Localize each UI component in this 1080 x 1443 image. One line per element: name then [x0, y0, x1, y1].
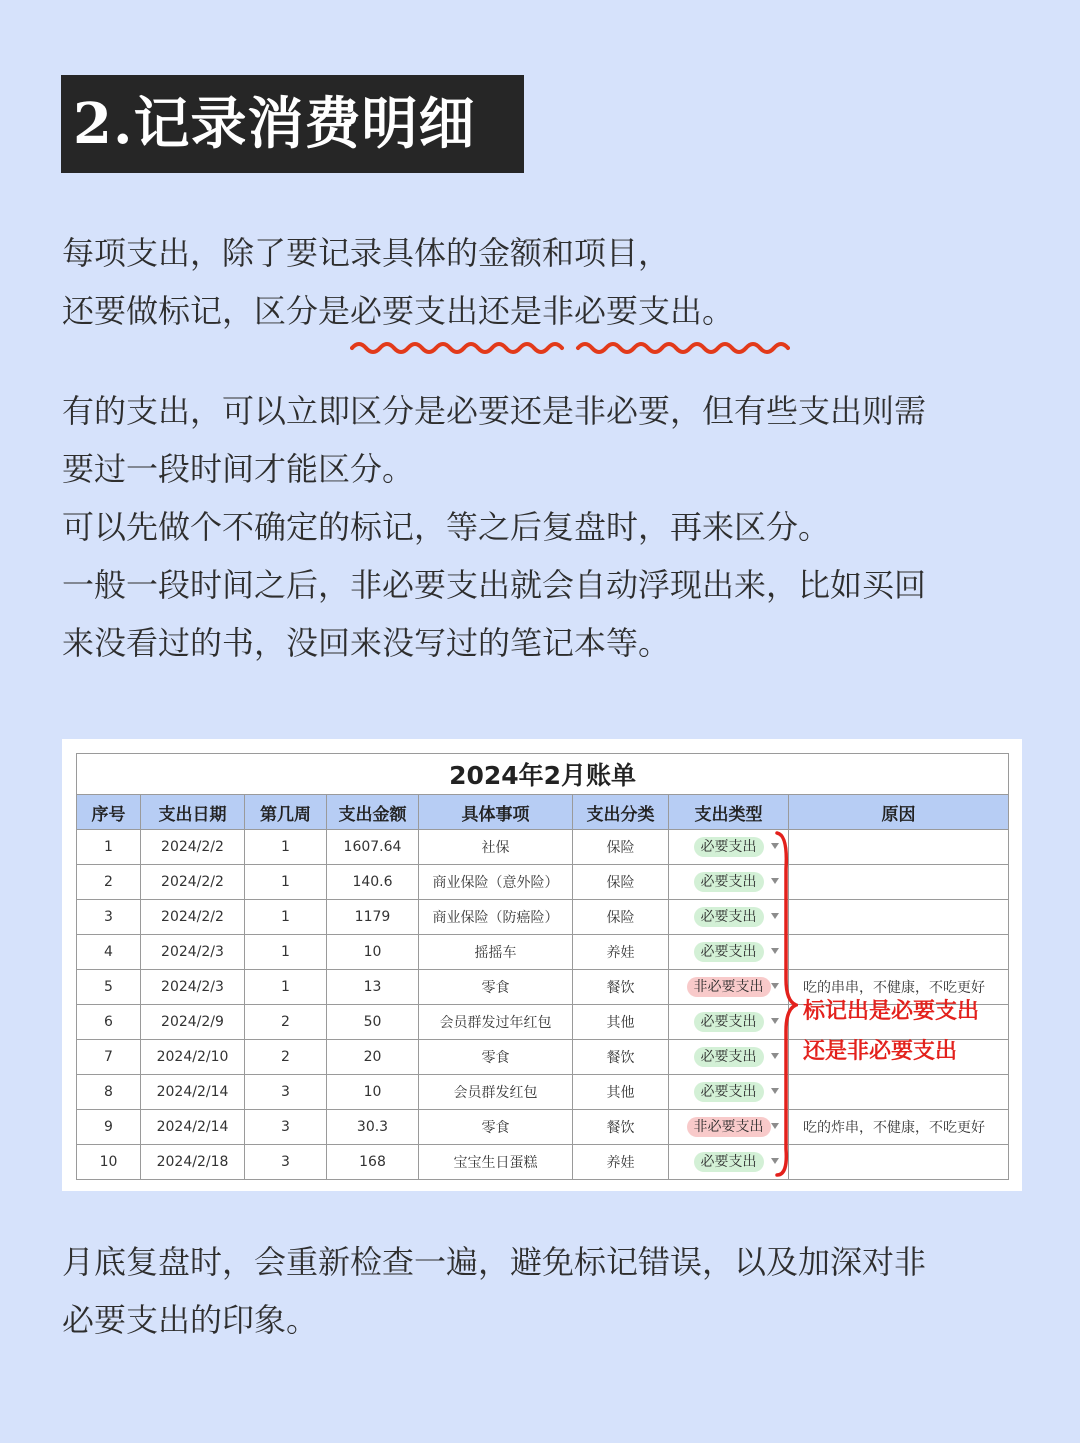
column-header: 支出分类	[573, 795, 669, 830]
explain-line-2: 要过一段时间才能区分。	[62, 450, 415, 488]
table-cell: 8	[77, 1075, 141, 1110]
table-cell: 2024/2/3	[141, 970, 245, 1005]
expense-type-dropdown[interactable]	[669, 1040, 789, 1075]
table-row	[77, 900, 1009, 935]
sheet-title: 2024年2月账单	[77, 754, 1009, 795]
table-cell: 3	[245, 1110, 327, 1145]
column-header: 支出类型	[669, 795, 789, 830]
table-cell: 吃的串串，不健康，不吃更好	[789, 970, 1009, 1005]
table-cell: 2024/2/9	[141, 1005, 245, 1040]
spreadsheet-card	[62, 739, 1022, 1191]
table-cell: 1	[77, 830, 141, 865]
table-cell: 摇摇车	[419, 935, 573, 970]
explain-line-4: 一般一段时间之后，非必要支出就会自动浮现出来，比如买回	[62, 566, 927, 604]
table-cell: 1	[245, 865, 327, 900]
table-cell	[789, 900, 1009, 935]
expense-type-dropdown[interactable]	[669, 1110, 789, 1145]
table-cell: 保险	[573, 865, 669, 900]
table-cell: 10	[77, 1145, 141, 1180]
table-cell: 1	[245, 900, 327, 935]
table-cell: 50	[327, 1005, 419, 1040]
table-cell: 20	[327, 1040, 419, 1075]
table-cell	[789, 935, 1009, 970]
expense-type-dropdown[interactable]	[669, 1145, 789, 1180]
table-row	[77, 1110, 1009, 1145]
table-cell: 2	[77, 865, 141, 900]
expense-type-dropdown[interactable]	[669, 970, 789, 1005]
annotation-line-2: 还是非必要支出	[803, 1039, 958, 1064]
table-cell: 餐饮	[573, 1110, 669, 1145]
table-row	[77, 1145, 1009, 1180]
table-cell: 1	[245, 935, 327, 970]
review-line-2: 必要支出的印象。	[62, 1301, 319, 1339]
table-cell	[789, 1145, 1009, 1180]
review-paragraph	[62, 1233, 926, 1349]
table-cell: 养娃	[573, 1145, 669, 1180]
page-title: 2.记录消费明细	[61, 75, 524, 173]
table-cell: 保险	[573, 900, 669, 935]
annotation-line-1: 标记出是必要支出	[803, 999, 980, 1024]
table-cell: 2	[245, 1005, 327, 1040]
intro-line-2: 还要做标记，区分是必要支出还是非必要支出。	[62, 292, 735, 330]
header-row	[77, 795, 1009, 830]
table-cell: 5	[77, 970, 141, 1005]
table-cell: 9	[77, 1110, 141, 1145]
wavy-underline-icon	[350, 336, 790, 360]
table-cell	[789, 1075, 1009, 1110]
expense-type-dropdown[interactable]	[669, 1075, 789, 1110]
expense-type-tag: 非必要支出	[687, 977, 771, 997]
explain-line-1: 有的支出，可以立即区分是必要还是非必要，但有些支出则需	[62, 392, 927, 430]
table-cell: 其他	[573, 1005, 669, 1040]
table-cell: 10	[327, 1075, 419, 1110]
table-cell	[789, 830, 1009, 865]
table-cell: 1607.64	[327, 830, 419, 865]
explain-paragraph	[62, 382, 926, 672]
table-cell: 社保	[419, 830, 573, 865]
explain-line-3: 可以先做个不确定的标记，等之后复盘时，再来区分。	[62, 508, 831, 546]
table-cell: 4	[77, 935, 141, 970]
table-cell: 餐饮	[573, 970, 669, 1005]
expense-type-dropdown[interactable]	[669, 1005, 789, 1040]
table-cell: 10	[327, 935, 419, 970]
expense-type-tag: 必要支出	[694, 837, 764, 857]
expense-type-tag: 必要支出	[694, 1152, 764, 1172]
table-cell: 1	[245, 970, 327, 1005]
expense-type-tag: 非必要支出	[687, 1117, 771, 1137]
expense-type-tag: 必要支出	[694, 907, 764, 927]
curly-brace-icon	[774, 829, 798, 1179]
table-cell: 2024/2/18	[141, 1145, 245, 1180]
table-cell: 1179	[327, 900, 419, 935]
intro-paragraph	[62, 224, 734, 340]
table-cell: 3	[245, 1075, 327, 1110]
table-cell: 2024/2/10	[141, 1040, 245, 1075]
table-cell: 13	[327, 970, 419, 1005]
column-header: 具体事项	[419, 795, 573, 830]
table-cell: 2024/2/2	[141, 865, 245, 900]
table-cell: 零食	[419, 970, 573, 1005]
table-row	[77, 1075, 1009, 1110]
expense-type-tag: 必要支出	[694, 942, 764, 962]
table-cell: 7	[77, 1040, 141, 1075]
expense-type-tag: 必要支出	[694, 872, 764, 892]
column-header: 支出金额	[327, 795, 419, 830]
table-cell: 零食	[419, 1040, 573, 1075]
table-cell: 30.3	[327, 1110, 419, 1145]
table-cell: 吃的炸串，不健康，不吃更好	[789, 1110, 1009, 1145]
expense-type-tag: 必要支出	[694, 1082, 764, 1102]
expense-type-dropdown[interactable]	[669, 830, 789, 865]
table-cell: 零食	[419, 1110, 573, 1145]
table-row	[77, 865, 1009, 900]
table-row	[77, 830, 1009, 865]
table-cell: 会员群发过年红包	[419, 1005, 573, 1040]
table-cell: 商业保险（意外险）	[419, 865, 573, 900]
table-cell: 3	[77, 900, 141, 935]
expense-type-tag: 必要支出	[694, 1047, 764, 1067]
column-header: 原因	[789, 795, 1009, 830]
table-cell: 2024/2/14	[141, 1075, 245, 1110]
column-header: 序号	[77, 795, 141, 830]
table-cell: 168	[327, 1145, 419, 1180]
bill-table	[76, 753, 1009, 1180]
column-header: 支出日期	[141, 795, 245, 830]
table-cell: 1	[245, 830, 327, 865]
explain-line-5: 来没看过的书，没回来没写过的笔记本等。	[62, 624, 671, 662]
table-cell: 2024/2/14	[141, 1110, 245, 1145]
table-cell: 2	[245, 1040, 327, 1075]
table-cell: 会员群发红包	[419, 1075, 573, 1110]
table-cell: 6	[77, 1005, 141, 1040]
table-row	[77, 935, 1009, 970]
expense-type-dropdown[interactable]	[669, 865, 789, 900]
table-cell: 养娃	[573, 935, 669, 970]
expense-type-tag: 必要支出	[694, 1012, 764, 1032]
column-header: 第几周	[245, 795, 327, 830]
table-cell: 140.6	[327, 865, 419, 900]
table-cell: 保险	[573, 830, 669, 865]
intro-line-1: 每项支出，除了要记录具体的金额和项目，	[62, 234, 671, 272]
table-cell: 餐饮	[573, 1040, 669, 1075]
expense-type-dropdown[interactable]	[669, 900, 789, 935]
table-cell: 3	[245, 1145, 327, 1180]
table-cell: 商业保险（防癌险）	[419, 900, 573, 935]
table-cell: 其他	[573, 1075, 669, 1110]
table-cell: 宝宝生日蛋糕	[419, 1145, 573, 1180]
table-cell: 2024/2/2	[141, 830, 245, 865]
table-cell: 2024/2/2	[141, 900, 245, 935]
expense-type-dropdown[interactable]	[669, 935, 789, 970]
table-cell	[789, 865, 1009, 900]
table-cell: 2024/2/3	[141, 935, 245, 970]
review-line-1: 月底复盘时，会重新检查一遍，避免标记错误，以及加深对非	[62, 1243, 927, 1281]
